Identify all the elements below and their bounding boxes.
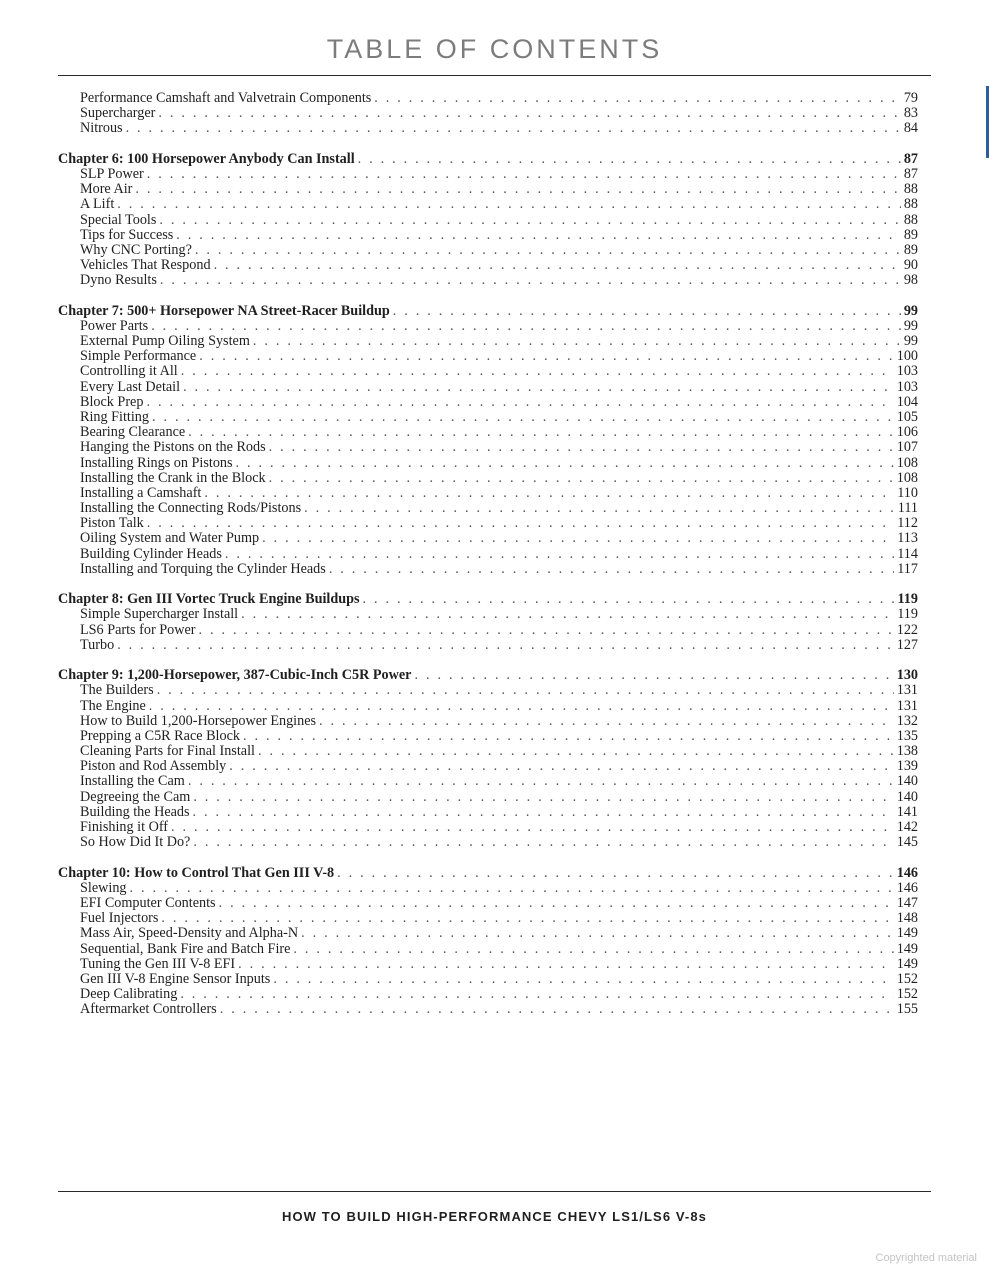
entry-title: Cleaning Parts for Final Install [80,743,255,760]
toc-entry[interactable] [58,790,918,805]
page-number: 147 [896,894,918,911]
dot-leader [220,1002,894,1017]
entry-title: LS6 Parts for Power [80,621,196,638]
dot-leader [126,121,901,136]
page-number: 146 [896,864,918,881]
toc-section [58,592,918,653]
header-divider [58,75,931,76]
page-number: 108 [896,469,918,486]
entry-title: How to Build 1,200-Horsepower Engines [80,712,317,729]
page-number: 155 [896,1001,918,1018]
dot-leader [337,866,894,881]
page-number: 100 [896,348,918,365]
page-number: 110 [897,484,918,501]
dot-leader [117,638,894,653]
toc-entry[interactable] [58,197,918,212]
toc-entry[interactable] [58,942,918,957]
dot-leader [214,258,901,273]
chapter-title: Chapter 8: Gen III Vortec Truck Engine Buildups [58,591,360,608]
toc-entry[interactable] [58,957,918,972]
entry-title: Block Prep [80,393,144,410]
entry-title: Prepping a C5R Race Block [80,727,240,744]
entry-title: Why CNC Porting? [80,241,192,258]
toc-entry[interactable] [58,213,918,228]
entry-title: Degreeing the Cam [80,788,191,805]
page-number: 113 [897,530,918,547]
page-number: 149 [896,940,918,957]
toc-entry[interactable] [58,683,918,698]
toc-entry[interactable] [58,121,918,136]
entry-title: Sequential, Bank Fire and Batch Fire [80,940,291,957]
entry-title: More Air [80,181,133,198]
page-number: 98 [903,272,918,289]
toc-entry[interactable] [58,486,918,501]
entry-title: Deep Calibrating [80,986,178,1003]
dot-leader [319,714,894,729]
entry-title: Dyno Results [80,272,157,289]
toc-entry[interactable] [58,182,918,197]
dot-leader [195,243,901,258]
dot-leader [238,957,894,972]
entry-title: So How Did It Do? [80,834,191,851]
page-number: 103 [896,378,918,395]
entry-title: Building Cylinder Heads [80,545,222,562]
dot-leader [183,380,894,395]
toc-entry[interactable] [58,729,918,744]
page-number: 99 [903,333,918,349]
dot-leader [188,774,894,789]
entry-title: Installing the Connecting Rods/Pistons [80,500,302,517]
dot-leader [158,106,900,121]
entry-title: Turbo [80,636,115,653]
page-number: 88 [903,196,918,213]
dot-leader [159,213,900,228]
entry-title: The Engine [80,697,146,714]
page-number: 139 [896,758,918,775]
toc-entry[interactable] [58,987,918,1002]
dot-leader [147,516,894,531]
page-number: 131 [896,682,918,699]
dot-leader [149,699,894,714]
toc-entry[interactable] [58,774,918,789]
toc-entry[interactable] [58,91,918,106]
dot-leader [198,623,893,638]
dot-leader [219,896,894,911]
toc-entry[interactable] [58,516,918,531]
entry-title: Installing a Camshaft [80,484,202,501]
toc-entry[interactable] [58,228,918,243]
dot-leader [135,182,900,197]
page-number: 138 [896,743,918,760]
entry-title: Installing the Crank in the Block [80,469,266,486]
toc-entry[interactable] [58,273,918,288]
dot-leader [130,881,894,896]
page-number: 119 [897,591,918,608]
book-title-footer: HOW TO BUILD HIGH-PERFORMANCE CHEVY LS1/LS6 V-8s [281,1209,708,1224]
page-number: 83 [903,105,918,122]
toc-entry[interactable] [58,258,918,273]
entry-title: Bearing Clearance [80,424,186,441]
entry-title: Supercharger [80,105,156,122]
dot-leader [117,197,901,212]
dot-leader [180,987,893,1002]
toc-entry[interactable] [58,562,918,577]
dot-leader [146,395,893,410]
page-title: TABLE OF CONTENTS [326,34,663,64]
toc-entry[interactable] [58,926,918,941]
dot-leader [157,683,894,698]
toc-entry[interactable] [58,395,918,410]
dot-leader [181,364,894,379]
page-number: 104 [896,393,918,410]
entry-title: Special Tools [80,211,157,228]
dot-leader [152,410,894,425]
entry-title: Controlling it All [80,363,178,380]
toc-chapter-entry[interactable] [58,152,918,167]
toc-entry[interactable] [58,531,918,546]
toc-entry[interactable] [58,106,918,121]
toc-entry[interactable] [58,547,918,562]
toc-entry[interactable] [58,759,918,774]
dot-leader [374,91,901,106]
page-number: 112 [897,515,918,532]
dot-leader [301,926,894,941]
page-number: 88 [903,211,918,228]
dot-leader [393,304,901,319]
page-number: 105 [896,408,918,425]
page-number: 108 [896,454,918,471]
entry-title: A Lift [80,196,115,213]
page-number: 106 [896,424,918,441]
chapter-title: Chapter 7: 500+ Horsepower NA Street-Racer Buildup [58,302,390,319]
page-number: 140 [896,788,918,805]
dot-leader [199,349,893,364]
dot-leader [225,547,894,562]
dot-leader [147,167,901,182]
entry-title: Aftermarket Controllers [80,1001,217,1018]
toc-entry[interactable] [58,440,918,455]
entry-title: Ring Fitting [80,408,149,425]
entry-title: Simple Performance [80,348,197,365]
chapter-title: Chapter 9: 1,200-Horsepower, 387-Cubic-Inch C5R Power [58,667,412,684]
toc-entry[interactable] [58,364,918,379]
dot-leader [161,911,893,926]
page-number: 131 [896,697,918,714]
toc-section [58,304,918,577]
dot-leader [414,668,893,683]
dot-leader [304,501,895,516]
entry-title: Every Last Detail [80,378,181,395]
page-number: 117 [897,560,918,577]
page-number: 111 [897,500,918,517]
toc-entry[interactable] [58,805,918,820]
entry-title: SLP Power [80,165,144,182]
page-number: 99 [903,302,918,319]
page-number: 140 [896,773,918,790]
toc-entry[interactable] [58,699,918,714]
toc-entry[interactable] [58,456,918,471]
toc-entry[interactable] [58,410,918,425]
page-number: 141 [896,803,918,820]
toc-section [58,152,918,289]
footer-divider [58,1191,931,1192]
page-number: 142 [896,819,918,835]
toc-entry[interactable] [58,334,918,349]
toc-entry[interactable] [58,471,918,486]
toc-entry[interactable] [58,319,918,334]
page-number: 122 [896,621,918,638]
entry-title: EFI Computer Contents [80,894,216,911]
toc-entry[interactable] [58,835,918,850]
entry-title: Slewing [80,879,127,896]
entry-title: Mass Air, Speed-Density and Alpha-N [80,925,299,942]
page-number: 79 [903,90,918,106]
dot-leader [293,942,893,957]
page-number: 149 [896,925,918,942]
page-number: 90 [903,257,918,274]
entry-title: Hanging the Pistons on the Rods [80,439,266,456]
dot-leader [160,273,901,288]
page-number: 152 [896,970,918,987]
page-number: 132 [896,712,918,729]
toc-entry[interactable] [58,638,918,653]
entry-title: Piston Talk [80,515,144,532]
toc-entry[interactable] [58,349,918,364]
toc-entry[interactable] [58,896,918,911]
toc-chapter-entry[interactable] [58,592,918,607]
entry-title: Simple Supercharger Install [80,606,239,623]
dot-leader [329,562,894,577]
page-number: 84 [903,120,918,137]
copyright-watermark: Copyrighted material [875,1252,977,1264]
toc-entry[interactable] [58,501,918,516]
toc-entry[interactable] [58,1002,918,1017]
dot-leader [193,805,894,820]
page-number: 146 [896,879,918,896]
dot-leader [193,790,893,805]
page-number: 145 [896,834,918,851]
toc-entry[interactable] [58,243,918,258]
entry-title: Gen III V-8 Engine Sensor Inputs [80,970,271,987]
dot-leader [269,440,894,455]
entry-title: Nitrous [80,120,123,137]
dot-leader [188,425,894,440]
dot-leader [204,486,894,501]
entry-title: Piston and Rod Assembly [80,758,227,775]
toc-entry[interactable] [58,425,918,440]
entry-title: External Pump Oiling System [80,333,250,349]
toc-entry[interactable] [58,972,918,987]
entry-title: Finishing it Off [80,819,169,835]
entry-title: Oiling System and Water Pump [80,530,260,547]
dot-leader [273,972,893,987]
dot-leader [193,835,893,850]
page-number: 107 [896,439,918,456]
page-number: 135 [896,727,918,744]
page-number: 103 [896,363,918,380]
page-number: 127 [896,636,918,653]
entry-title: Performance Camshaft and Valvetrain Components [80,90,372,106]
dot-leader [358,152,901,167]
toc-entry[interactable] [58,911,918,926]
page-number: 89 [903,241,918,258]
dot-leader [269,471,894,486]
dot-leader [241,607,894,622]
page-number: 149 [896,955,918,972]
toc-entry[interactable] [58,607,918,622]
dot-leader [151,319,901,334]
toc-chapter-entry[interactable] [58,866,918,881]
dot-leader [243,729,894,744]
page-number: 88 [903,181,918,198]
page-number: 114 [897,545,918,562]
toc-entry[interactable] [58,167,918,182]
page-number: 130 [896,667,918,684]
toc-entry[interactable] [58,380,918,395]
toc-entry[interactable] [58,623,918,638]
entry-title: Tuning the Gen III V-8 EFI [80,955,236,972]
chapter-title: Chapter 10: How to Control That Gen III V-8 [58,864,335,881]
dot-leader [253,334,901,349]
toc-entry[interactable] [58,820,918,835]
entry-title: Building the Heads [80,803,190,820]
dot-leader [258,744,894,759]
toc-list [58,91,918,1033]
entry-title: Vehicles That Respond [80,257,211,274]
page-number: 119 [897,606,918,623]
entry-title: Fuel Injectors [80,910,159,927]
dot-leader [236,456,894,471]
chapter-title: Chapter 6: 100 Horsepower Anybody Can Install [58,150,355,167]
page-number: 87 [903,165,918,182]
entry-title: Installing the Cam [80,773,185,790]
toc-chapter-entry[interactable] [58,304,918,319]
toc-section [58,668,918,850]
dot-leader [229,759,893,774]
dot-leader [171,820,894,835]
toc-section [58,91,918,137]
dot-leader [262,531,894,546]
toc-chapter-entry[interactable] [58,668,918,683]
page-number: 99 [903,317,918,334]
entry-title: Installing and Torquing the Cylinder Heads [80,560,326,577]
toc-section [58,866,918,1018]
page-number: 148 [896,910,918,927]
page-number: 152 [896,986,918,1003]
dot-leader [363,592,895,607]
page-number: 89 [903,226,918,243]
entry-title: Installing Rings on Pistons [80,454,233,471]
toc-entry[interactable] [58,714,918,729]
entry-title: Power Parts [80,317,149,334]
entry-title: The Builders [80,682,154,699]
toc-entry[interactable] [58,744,918,759]
entry-title: Tips for Success [80,226,174,243]
toc-entry[interactable] [58,881,918,896]
page-number: 87 [903,150,918,167]
dot-leader [176,228,901,243]
